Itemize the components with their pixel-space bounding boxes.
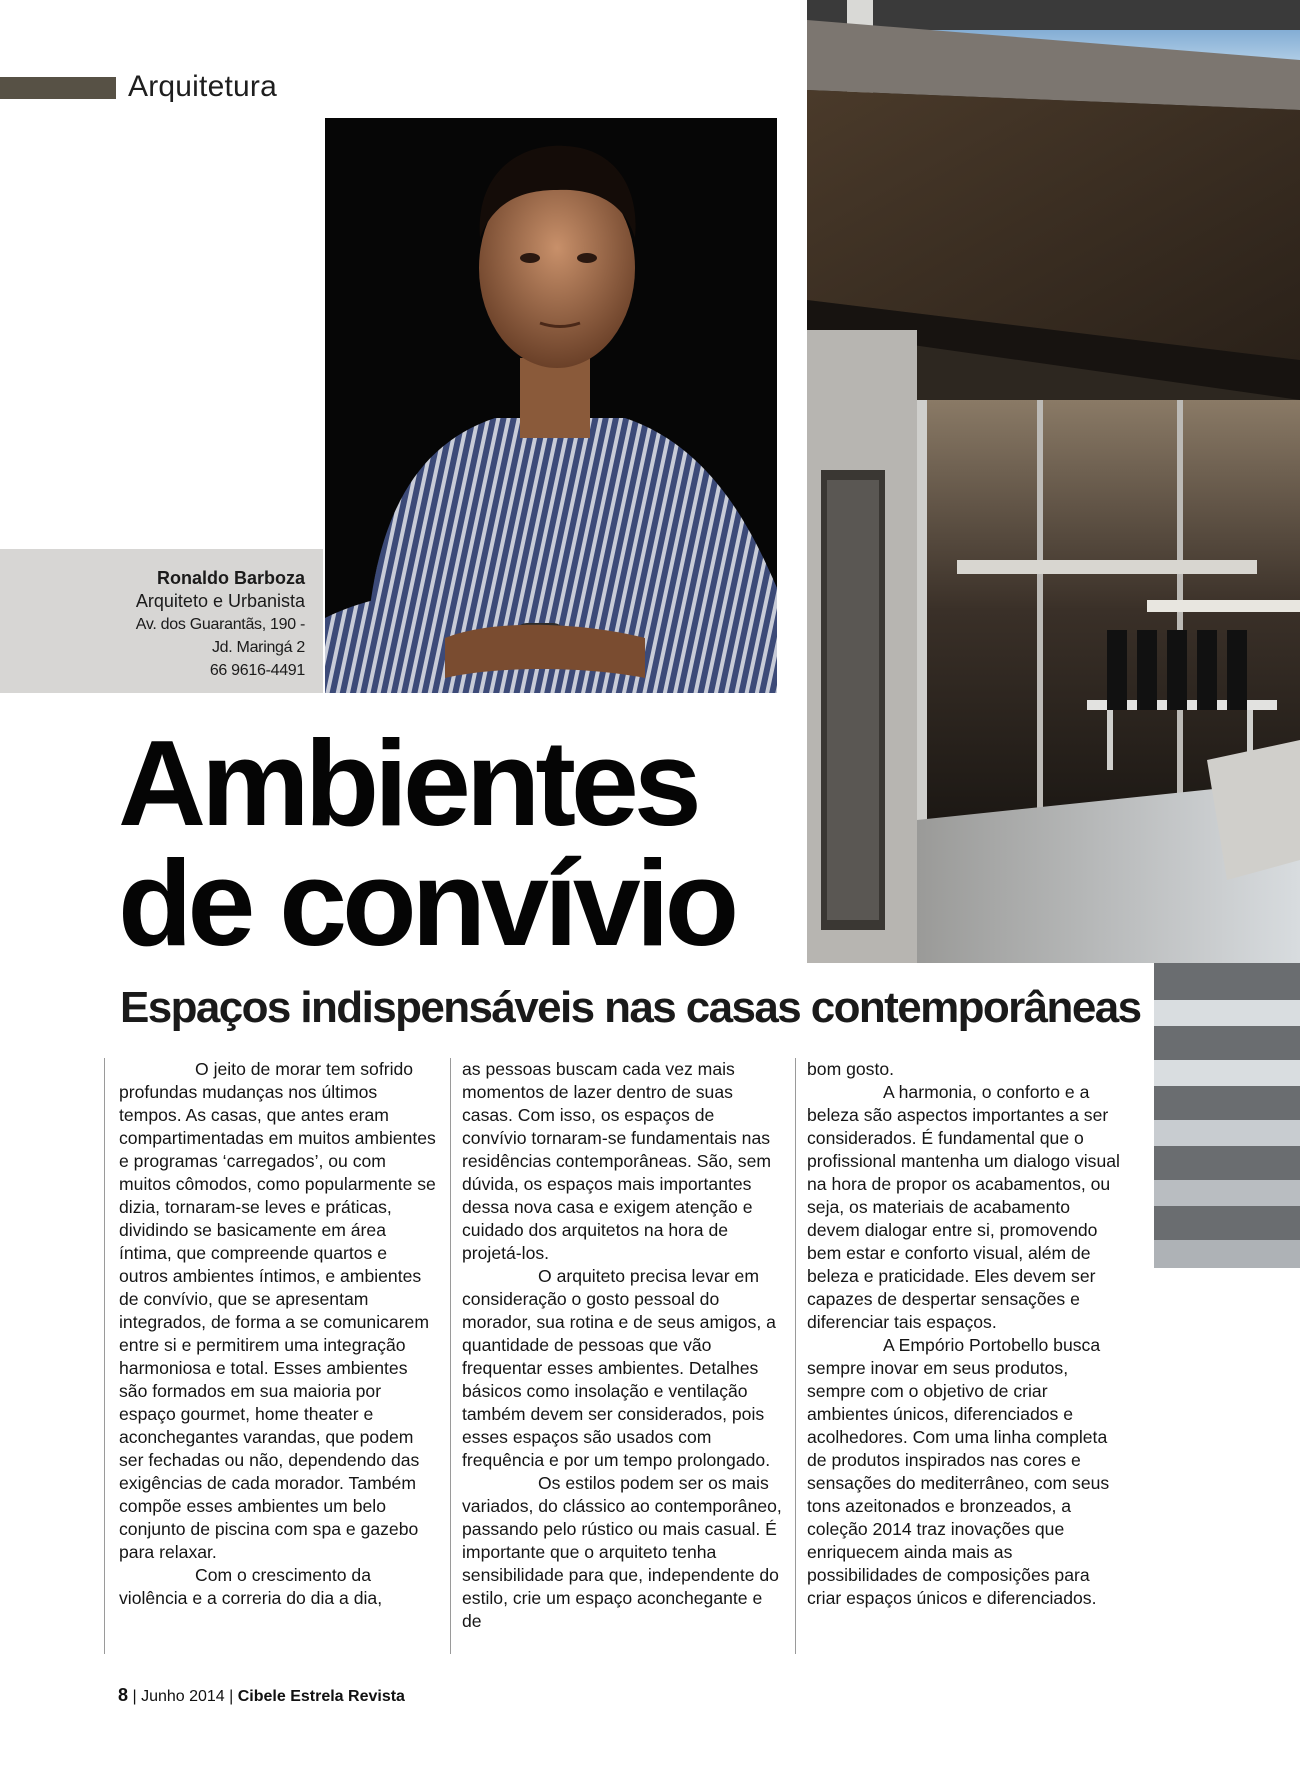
issue-date: Junho 2014 xyxy=(141,1688,225,1705)
caption-text xyxy=(136,567,305,682)
body-column-1 xyxy=(119,1058,437,1610)
paragraph: Os estilos podem ser os mais variados, do clássico ao contemporâneo, passando pelo rústico ou mais casual. É importante que o arquiteto tenha sensibilidade para que, independente do estilo, crie um espaço aconchegante e de xyxy=(462,1473,782,1631)
architect-name: Ronaldo Barboza xyxy=(156,568,305,588)
body-column-2 xyxy=(462,1058,782,1633)
architect-address-1: Av. dos Guarantãs, 190 - xyxy=(135,616,305,633)
caption-box xyxy=(0,549,323,693)
paragraph: bom gosto. xyxy=(807,1059,895,1079)
footer-separator: | xyxy=(224,1688,238,1705)
column-rule xyxy=(450,1058,451,1654)
paragraph: Com o crescimento da violência e a correria do dia a dia, xyxy=(119,1565,383,1608)
column-rule xyxy=(104,1058,105,1654)
architect-portrait-photo xyxy=(325,118,777,693)
paragraph: as pessoas buscam cada vez mais momentos de lazer dentro de suas casas. Com isso, os espaços de convívio tornaram-se fundamentais nas residências contemporâneas. São, sem dúvida, os espaços mais importantes dessa nova casa e exigem atenção e cuidado dos arquitetos na hora de projetá-los. xyxy=(462,1059,772,1263)
architect-address-2: Jd. Maringá 2 xyxy=(211,639,305,656)
paragraph: O arquiteto precisa levar em consideração o gosto pessoal do morador, sua rotina e de seus amigos, a quantidade de pessoas que vão frequentar esses ambientes. Detalhes básicos como insolação e ventilação também devem ser considerados, pois esses espaços são usados com frequência e por um tempo prolongado. xyxy=(462,1266,776,1470)
page-footer xyxy=(118,1685,405,1706)
page-number: 8 xyxy=(118,1685,129,1705)
headline-line-1: Ambientes xyxy=(118,715,697,851)
article-subtitle: Espaços indispensáveis nas casas contemporâneas xyxy=(120,983,1141,1032)
paragraph: A harmonia, o conforto e a beleza são aspectos importantes a ser considerados. É fundamental que o profissional mantenha um dialogo visual na hora de propor os acabamentos, ou seja, os materiais de acabamento devem dialogar entre si, promovendo bem estar e conforto visual, além de beleza e praticidade. Eles devem ser capazes de despertar sensações e diferenciar tais espaços. xyxy=(807,1082,1120,1332)
column-rule xyxy=(795,1058,796,1654)
magazine-name: Cibele Estrela Revista xyxy=(237,1688,405,1705)
footer-separator: | xyxy=(128,1688,142,1705)
section-bar xyxy=(0,77,116,99)
architect-title: Arquiteto e Urbanista xyxy=(135,591,305,611)
paragraph: A Empório Portobello busca sempre inovar em seus produtos, sempre com o objetivo de criar ambientes únicos, diferenciados e acolhedores. Com uma linha completa de produtos inspirados nas cores e sensações do mediterrâneo, com seus tons azeitonados e bronzeados, a coleção 2014 traz inovações que enriquecem ainda mais as possibilidades de composições para criar espaços únicos e diferenciados. xyxy=(807,1335,1110,1608)
headline-line-2: de convívio xyxy=(118,835,735,971)
article-headline xyxy=(118,715,735,971)
architect-phone: 66 9616-4491 xyxy=(209,662,305,679)
paragraph: O jeito de morar tem sofrido profundas mudanças nos últimos tempos. As casas, que antes eram compartimentadas em muitos ambientes e programas ‘carregados’, ou com muitos cômodos, como popularmente se dizia, tornaram-se leves e práticas, dividindo se basicamente em área íntima, que compreende quartos e outros ambientes íntimos, e ambientes de convívio, que se apresentam integrados, de forma a se comunicarem entre si e permitirem uma integração harmoniosa e total. Esses ambientes são formados em sua maioria por espaço gourmet, home theater e aconchegantes varandas, que podem ser fechadas ou não, dependendo das exigências de cada morador. Também compõe esses ambientes um belo conjunto de piscina com spa e gazebo para relaxar. xyxy=(119,1059,436,1562)
section-label: Arquitetura xyxy=(128,70,277,103)
body-column-3 xyxy=(807,1058,1127,1610)
